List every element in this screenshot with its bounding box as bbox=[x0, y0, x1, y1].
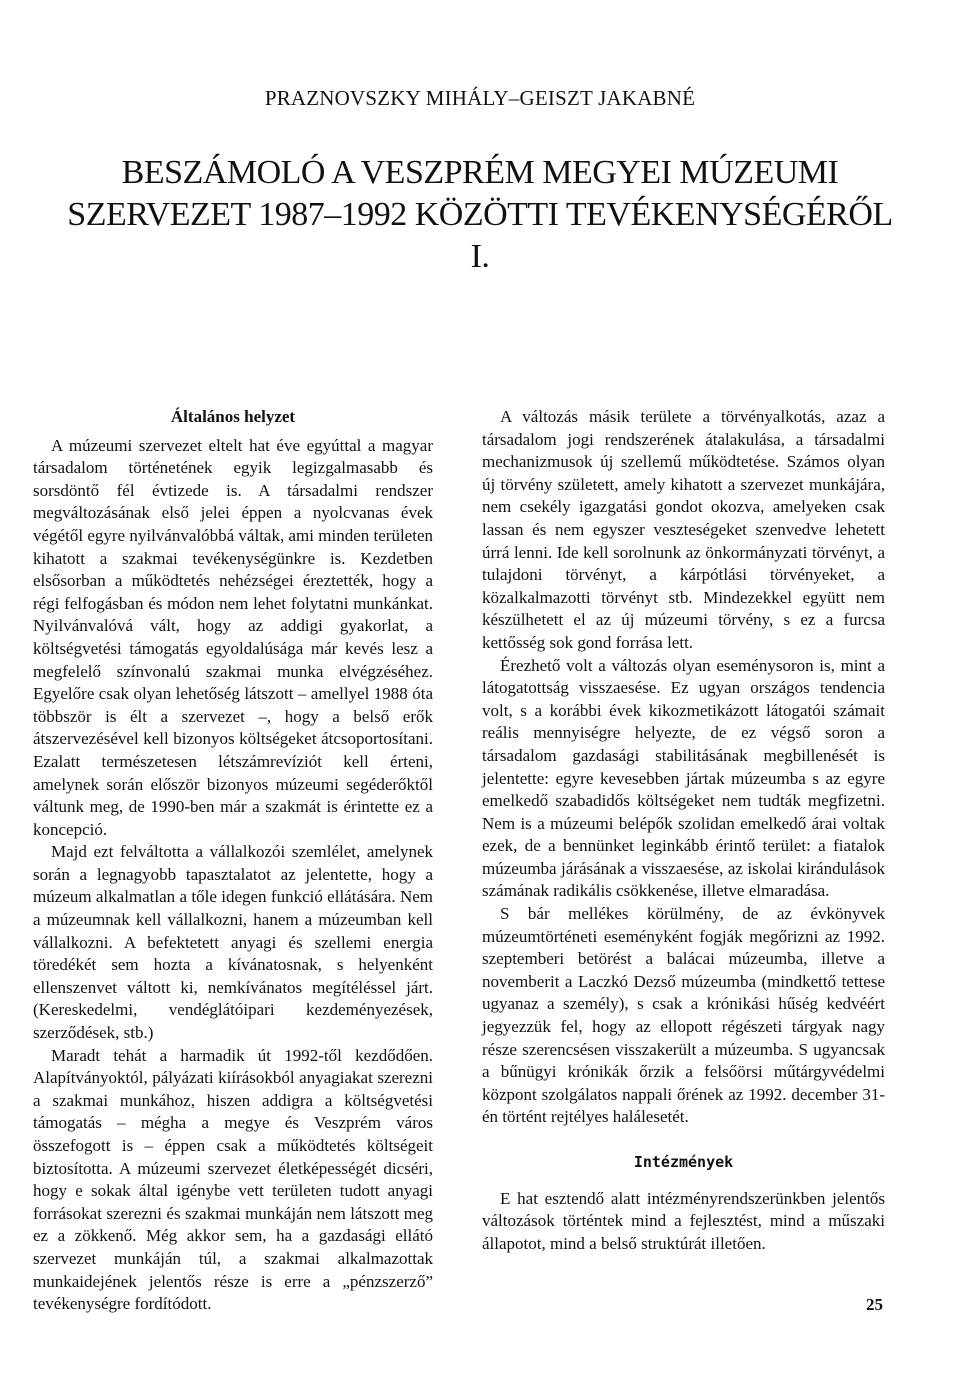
paragraph: E hat esztendő alatt intézményrendszerünkben jelentős változások történtek mind a fejlesztést, mind a műszaki állapotot, mind a belső struktúrát illetően. bbox=[482, 1188, 885, 1253]
left-column bbox=[33, 406, 433, 1316]
paragraph: Maradt tehát a harmadik út 1992-től kezdődően. Alapítványoktól, pályázati kiírásokból anyagiakat szerezni a szakmai munkához, hiszen addigra a költségvetési támogatás – mégha a megye és Veszprém város összefogott is – éppen csak a működtetés költségeit biztosította. A múzeumi szervezet életképességét dicséri, hogy e sokak által igénybe vett területen tudott anyagi forrásokat szerezni és szakmai munkáján nem látszott meg ez a zökkenő. Még akkor sem, ha a gazdasági ellátó szervezet munkáján túl, a szakmai alkalmazottak munkaidejének jelentős része is erre a „pénzszerző” tevékenységre fordítódott. bbox=[33, 1045, 433, 1314]
article-title bbox=[0, 152, 960, 278]
section-heading-general: Általános helyzet bbox=[170, 407, 296, 426]
section-heading-institutions: Intézmények bbox=[633, 1153, 734, 1171]
page-number: 25 bbox=[866, 1295, 883, 1314]
title-line-3: I. bbox=[470, 238, 490, 275]
paragraph: A változás másik területe a törvényalkotás, azaz a társadalom jogi rendszerének átalakulása, a társadalmi mechanizmusok új szellemű működtetése. Számos olyan új törvény született, amely kihatott a szervezet munkájára, nem csekély igazgatási gondot okozva, amelyeken csak lassan és nem egyszer veszteségeket szenvedve lehetett úrrá lenni. Ide kell sorolnunk az önkormányzati törvényt, a tulajdoni törvényt, a kárpótlási törvényeket, a közalkalmazotti törvényt stb. Mindezekkel együtt nem készülhetett el az új múzeumi törvény, s ez a furcsa kettősség sok gond forrása lett. bbox=[482, 407, 885, 652]
paragraph: A múzeumi szervezet eltelt hat éve egyúttal a magyar társadalom történetének egyik legizgalmasabb és sorsdöntő fél évtizede is. A társadalmi rendszer megváltozásának első jelei éppen a nyolcvanas évek végétől egyre nyilvánvalóbbá váltak, ami minden területen kihatott a szakmai tevékenységünkre is. Kezdetben elsősorban a működtetés nehézségei éreztették, hogy a régi felfogásban és módon nem lehet folytatni munkánkat. Nyilvánvalóvá vált, hogy az addigi gyakorlat, a költségvetési támogatás egyoldalúsága már kevés lesz a megfelelő színvonalú szakmai munka elvégzéséhez. Egyelőre csak olyan lehetőség látszott – amellyel 1988 óta többször is élt a szervezet –, hogy a belső erők átszervezésével kell bizonyos költségeket átcsoportosítani. Ezalatt természetesen létszámrevíziót kell érteni, amelynek során először bizonyos múzeumi segéderőktől váltunk meg, de 1990-ben már a szakmát is érintette ez a koncepció. bbox=[33, 435, 433, 839]
right-column bbox=[482, 406, 885, 1255]
title-line-1: BESZÁMOLÓ A VESZPRÉM MEGYEI MÚZEUMI bbox=[121, 154, 839, 191]
paragraph: S bár mellékes körülmény, de az évkönyvek múzeumtörténeti eseményként fogják megőrizni az 1992. szeptemberi betörést a balácai múzeumba, illetve a novemberit a Laczkó Dezső múzeumba (mindkettő tettese ugyanaz a személy), s csak a krónikási hűség kedvéért jegyezzük fel, hogy az ellopott régészeti tárgyak nagy része szerencsésen visszakerült a múzeumba. S ugyancsak a bűnügyi krónikák őrzik a felsőörsi műtárgyvédelmi központ szolgálatos nappali őrének az 1992. december 31-én történt rejtélyes halálesetét. bbox=[482, 904, 885, 1127]
title-line-2: SZERVEZET 1987–1992 KÖZÖTTI TEVÉKENYSÉGÉRŐL bbox=[67, 196, 893, 233]
paragraph: Érezhető volt a változás olyan eseménysoron is, mint a látogatottság visszaesése. Ez ugyan országos tendencia volt, s a korábbi évek kikozmetikázott látogatói számait reális mennyiségre helyezte, de ez végső soron a társadalom gazdasági stabilitásának megbillenését is jelentette: egyre kevesebben jártak múzeumba s az egyre emelkedő szabadidős költségeket nem tudták megfizetni. Nem is a múzeumi belépők szolidan emelkedő árai voltak ezek, de a bennünket leginkább érintő terület: a fiatalok múzeumba járásának a visszaesése, az iskolai kirándulások számának radikális csökkenése, illetve elmaradása. bbox=[482, 655, 885, 901]
authors-line: PRAZNOVSZKY MIHÁLY–GEISZT JAKABNÉ bbox=[264, 86, 696, 110]
paragraph: Majd ezt felváltotta a vállalkozói szemlélet, amelynek során a legnagyobb tapasztalatot az jelentette, hogy a múzeum alkalmatlan a tőle idegen funkció ellátására. Nem a múzeumnak kell vállalkozni, hanem a múzeumban kell vállalkozni. A befektetett anyagi és szellemi energia töredékét sem hozta a kívánatosnak, s helyenként ellenszenvet váltott ki, nemkívánatos megítéléssel járt. (Kereskedelmi, vendéglátóipari kezdeményezések, szerződések, stb.) bbox=[33, 842, 433, 1043]
